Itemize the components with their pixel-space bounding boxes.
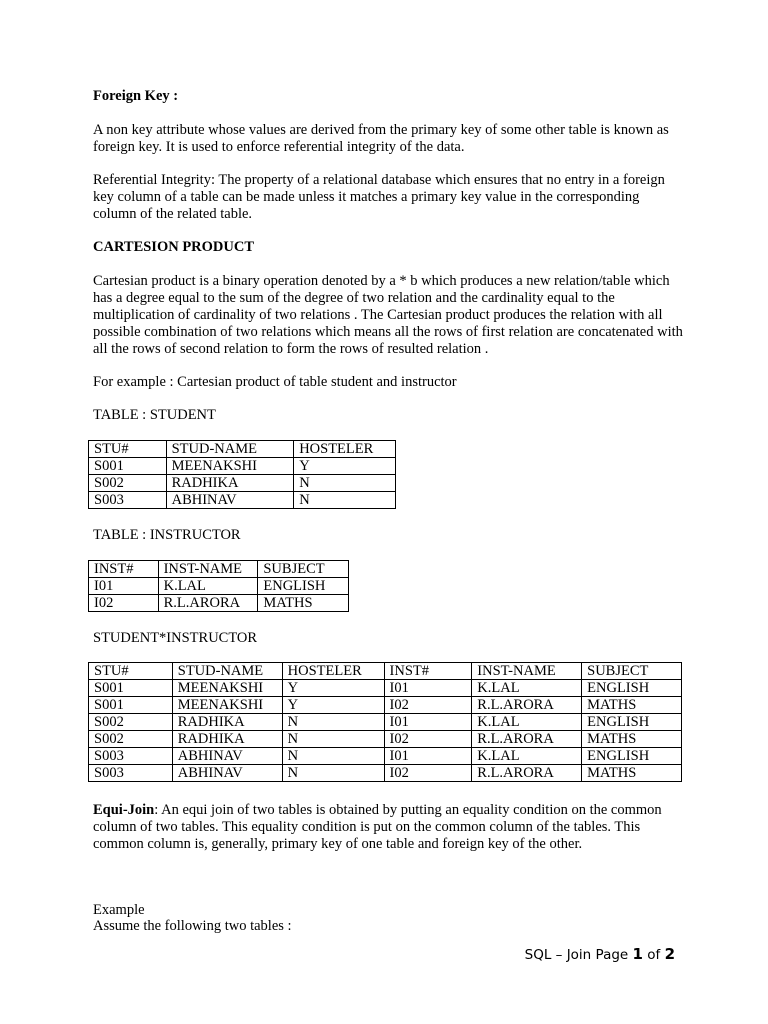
table-cell: K.LAL [472, 748, 582, 765]
foreign-key-heading: Foreign Key : [93, 88, 179, 104]
table-cell: K.LAL [472, 680, 582, 697]
referential-integrity-paragraph: Referential Integrity: The property of a relational database which ensures that no entry in a foreign key column of a table can be made unless it matches a primary key value in the corresponding column of the related table. [93, 172, 665, 222]
table-cell: R.L.ARORA [472, 765, 582, 782]
table-cell: N [282, 748, 384, 765]
table-header-cell: INST-NAME [472, 663, 582, 680]
table-cell: I01 [89, 578, 159, 595]
instructor-table-caption: TABLE : INSTRUCTOR [93, 527, 241, 543]
table-cell: R.L.ARORA [158, 595, 258, 612]
table-cell: S001 [89, 458, 167, 475]
table-row [89, 458, 396, 475]
footer-page-number: 1 [632, 945, 643, 963]
table-row [89, 595, 349, 612]
table-cell: N [294, 492, 396, 509]
cartesian-paragraph: Cartesian product is a binary operation denoted by a * b which produces a new relation/table which has a degree equal to the sum of the degree of two relation and the cardinality equal to the multiplication of cardinality of two relations . The Cartesian product produces the relation with all possible combination of two relations which means all the rows of first relation are concatenated with all the rows of second relation to form the rows of resulted relation . [93, 273, 683, 357]
product-table [88, 662, 682, 782]
equijoin-text: : An equi join of two tables is obtained by putting an equality condition on the common column of two tables. This equality condition is put on the common column of the tables. This common column is, generally, primary key of one table and foreign key of the other. [93, 802, 662, 852]
table-cell: N [282, 714, 384, 731]
table-cell: S003 [89, 492, 167, 509]
table-cell: S002 [89, 714, 173, 731]
page-footer [525, 946, 675, 964]
foreign-key-paragraph: A non key attribute whose values are derived from the primary key of some other table is known as foreign key. It is used to enforce referential integrity of the data. [93, 122, 669, 155]
table-header-cell: HOSTELER [294, 441, 396, 458]
table-cell: I02 [89, 595, 159, 612]
table-header-row [89, 663, 682, 680]
table-cell: Y [282, 680, 384, 697]
table-row [89, 731, 682, 748]
table-cell: S001 [89, 697, 173, 714]
table-header-row [89, 561, 349, 578]
table-cell: I01 [384, 680, 472, 697]
table-cell: MATHS [582, 765, 682, 782]
table-header-cell: STUD-NAME [166, 441, 294, 458]
table-header-cell: INST# [384, 663, 472, 680]
table-header-cell: SUBJECT [582, 663, 682, 680]
table-cell: I02 [384, 697, 472, 714]
cartesian-heading: CARTESION PRODUCT [93, 239, 255, 255]
student-table [88, 440, 396, 509]
table-cell: S003 [89, 765, 173, 782]
table-cell: Y [282, 697, 384, 714]
table-cell: ENGLISH [582, 748, 682, 765]
table-cell: Y [294, 458, 396, 475]
table-cell: ENGLISH [582, 680, 682, 697]
table-header-cell: HOSTELER [282, 663, 384, 680]
table-cell: RADHIKA [172, 731, 282, 748]
table-row [89, 475, 396, 492]
footer-total-pages: 2 [664, 945, 675, 963]
table-header-cell: INST-NAME [158, 561, 258, 578]
footer-of: of [642, 947, 665, 963]
table-row [89, 748, 682, 765]
table-row [89, 697, 682, 714]
instructor-table [88, 560, 349, 612]
table-cell: MEENAKSHI [172, 697, 282, 714]
table-cell: R.L.ARORA [472, 731, 582, 748]
product-table-caption: STUDENT*INSTRUCTOR [93, 630, 258, 646]
table-header-cell: SUBJECT [258, 561, 349, 578]
student-table-caption: TABLE : STUDENT [93, 407, 216, 423]
table-cell: ENGLISH [582, 714, 682, 731]
table-cell: I02 [384, 731, 472, 748]
table-cell: ABHINAV [172, 765, 282, 782]
cartesian-example: For example : Cartesian product of table student and instructor [93, 374, 457, 390]
footer-prefix: SQL – Join Page [524, 947, 633, 963]
table-cell: S001 [89, 680, 173, 697]
table-cell: MATHS [582, 697, 682, 714]
table-cell: S003 [89, 748, 173, 765]
table-row [89, 492, 396, 509]
table-cell: ENGLISH [258, 578, 349, 595]
table-cell: ABHINAV [172, 748, 282, 765]
table-row [89, 714, 682, 731]
table-cell: ABHINAV [166, 492, 294, 509]
table-row [89, 765, 682, 782]
table-cell: RADHIKA [172, 714, 282, 731]
table-cell: RADHIKA [166, 475, 294, 492]
table-cell: S002 [89, 731, 173, 748]
table-cell: N [282, 765, 384, 782]
table-header-cell: STUD-NAME [172, 663, 282, 680]
table-cell: MEENAKSHI [172, 680, 282, 697]
table-header-cell: STU# [89, 663, 173, 680]
table-cell: K.LAL [472, 714, 582, 731]
equijoin-term: Equi-Join [93, 802, 155, 818]
table-header-row [89, 441, 396, 458]
table-cell: K.LAL [158, 578, 258, 595]
table-cell: N [294, 475, 396, 492]
equijoin-example: Example [93, 902, 145, 918]
table-cell: S002 [89, 475, 167, 492]
table-cell: I01 [384, 748, 472, 765]
table-cell: N [282, 731, 384, 748]
table-header-cell: INST# [89, 561, 159, 578]
table-cell: I01 [384, 714, 472, 731]
table-cell: MATHS [582, 731, 682, 748]
table-cell: I02 [384, 765, 472, 782]
table-cell: R.L.ARORA [472, 697, 582, 714]
equijoin-assume: Assume the following two tables : [93, 918, 292, 934]
table-cell: MATHS [258, 595, 349, 612]
table-header-cell: STU# [89, 441, 167, 458]
table-row [89, 578, 349, 595]
table-cell: MEENAKSHI [166, 458, 294, 475]
table-row [89, 680, 682, 697]
equijoin-paragraph [93, 802, 683, 853]
